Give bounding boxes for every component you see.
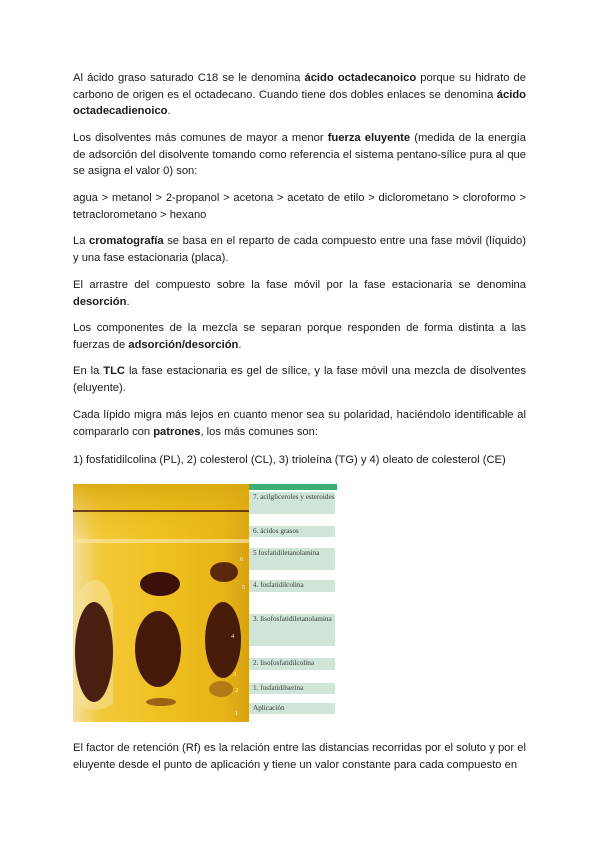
lane-number-3: 3 bbox=[233, 671, 237, 678]
text: En la bbox=[73, 365, 104, 377]
text: Cada lípido migra más lejos en cuanto menor sea su polaridad, haciéndolo identificable al compararlo con bbox=[73, 409, 526, 438]
paragraph-patrones bbox=[73, 407, 526, 440]
lane-number-2: 2 bbox=[235, 687, 239, 694]
paragraph-cromatografia bbox=[73, 233, 526, 266]
tlc-plate-image bbox=[73, 484, 249, 722]
tlc-plate-photo bbox=[73, 484, 249, 722]
text: Los disolventes más comunes de mayor a menor bbox=[73, 132, 328, 144]
legend-item-fosfatidiletanolamina: 5 fosfatidiletanolamina bbox=[249, 548, 335, 570]
bold-term: cromatografía bbox=[89, 235, 164, 247]
legend-item-acilgliceroles: 7. acilgliceroles y esteroides bbox=[249, 492, 335, 514]
bold-term: adsorción/desorción bbox=[128, 338, 239, 351]
paragraph-adsorcion bbox=[73, 320, 526, 353]
text: . bbox=[167, 105, 171, 117]
legend-item-acidos-grasos: 6. ácidos grasos bbox=[249, 526, 335, 537]
legend-item-fosfatidilcolina: 4. fosfatidilcolina bbox=[249, 580, 335, 592]
legend-item-lisofosfatidiletanolamina: 3. lisofosfatidiletanolamina bbox=[249, 614, 335, 646]
lane-number-5: 5 bbox=[242, 584, 246, 591]
paragraph-standards-list: 1) fosfatidilcolina (PL), 2) colesterol (CL), 3) trioleína (TG) y 4) oleato de colesterol (CE) bbox=[73, 454, 506, 466]
text: . bbox=[126, 295, 130, 308]
text: El arrastre del compuesto sobre la fase móvil por la fase estacionaria se denomina bbox=[73, 279, 526, 291]
lane-number-1: 1 bbox=[235, 710, 239, 717]
tlc-legend bbox=[249, 484, 337, 722]
bold-term: TLC bbox=[103, 365, 126, 377]
legend-item-aplicacion: Aplicación bbox=[249, 703, 335, 714]
paragraph-fuerza-eluyente bbox=[73, 130, 526, 180]
legend-item-fosfatidilserina: 1. fosfatidilserina bbox=[249, 683, 335, 694]
text: Los componentes de la mezcla se separan porque responden de forma distinta a las fuerzas de bbox=[73, 322, 526, 351]
text: porque su hidrato de carbono de origen es el octadecano. Cuando tiene dos dobles enlaces se denomina bbox=[73, 72, 526, 101]
text: se basa en el reparto de cada compuesto entre una fase móvil (líquido) y una fase estacionaria (placa). bbox=[73, 235, 526, 264]
lane-number-6: 6 bbox=[240, 556, 244, 563]
paragraph-factor-retencion: El factor de retención (Rf) es la relación entre las distancias recorridas por el soluto y por el eluyente desde el punto de aplicación y tiene un valor constante para cada compuesto en bbox=[73, 742, 526, 771]
text: . bbox=[238, 338, 242, 351]
bold-term: ácido octadecanoico bbox=[304, 72, 417, 84]
paragraph-desorcion bbox=[73, 277, 526, 310]
lane-number-4: 4 bbox=[231, 633, 235, 640]
bold-term: desorción bbox=[73, 295, 127, 308]
text: (medida de la energía de adsorción del disolvente tomando como referencia el sistema pentano-sílice pura al que se asigna el valor 0) son: bbox=[73, 132, 527, 177]
bold-term: ácido octadecadienoico bbox=[73, 88, 526, 117]
legend-item-lisofosfatidilcolina: 2. lisofosfatidilcolina bbox=[249, 658, 335, 670]
paragraph-tlc bbox=[73, 363, 526, 396]
bold-term: patrones bbox=[153, 425, 201, 438]
tlc-figure bbox=[73, 484, 337, 722]
bold-term: fuerza eluyente bbox=[327, 132, 411, 144]
paragraph-solvent-series: agua > metanol > 2-propanol > acetona > acetato de etilo > diclorometano > cloroformo > tetraclorometano > hexano bbox=[73, 192, 526, 221]
text: La bbox=[73, 235, 90, 247]
legend-top-bar bbox=[249, 484, 337, 490]
text: Al ácido graso saturado C18 se le denomina bbox=[73, 72, 305, 84]
text: , los más comunes son: bbox=[200, 425, 318, 438]
text: la fase estacionaria es gel de sílice, y la fase móvil una mezcla de disolventes (eluyente). bbox=[73, 365, 526, 394]
paragraph-octadecanoico bbox=[73, 70, 526, 120]
